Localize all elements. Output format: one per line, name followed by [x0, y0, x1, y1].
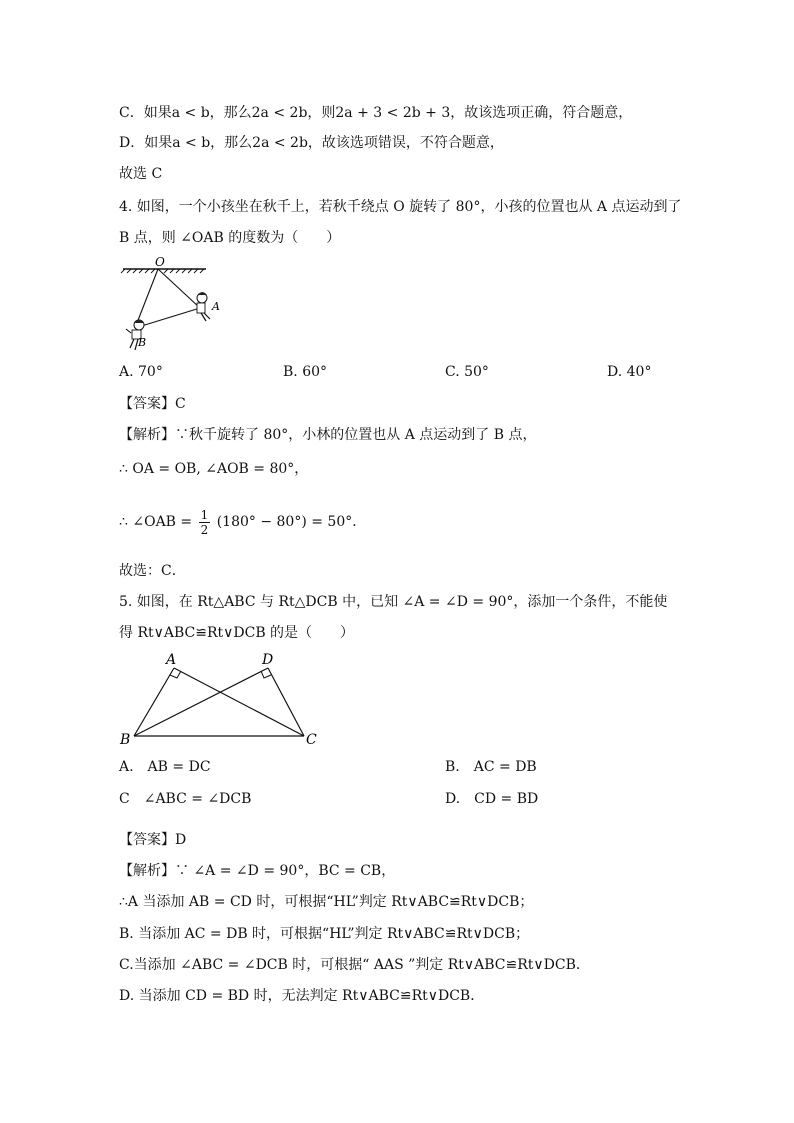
- q4-explanation-fraction-line: [119, 505, 366, 539]
- q4-option-a: A. 70°: [119, 364, 163, 380]
- q4-explanation-line-1: 【解析】∵秋千旋转了 80°，小林的位置也从 A 点运动到了 B 点，: [119, 427, 537, 443]
- point-label-a: A: [212, 300, 220, 313]
- text-line-option-c-explanation: C．如果a < b，那么2a < 2b，则2a + 3 < 2b + 3，故该选项正确，符合题意，: [119, 105, 633, 121]
- q5-option-d: D. CD = BD: [445, 791, 539, 807]
- question-4-line-2: B 点，则 ∠OAB 的度数为（ ）: [119, 230, 341, 246]
- question-5-line-1: 5. 如图，在 Rt△ABC 与 Rt△DCB 中，已知 ∠A = ∠D = 90°，添加一个条件，不能使: [119, 594, 668, 610]
- triangle-figure: [116, 650, 326, 750]
- point-label-b: B: [138, 336, 147, 349]
- q5-explanation-line-c: C.当添加 ∠ABC = ∠DCB 时，可根据“ AAS ”判定 Rt∨ABC≌Rt∨DCB．: [119, 957, 590, 973]
- text-line-choose-c: 故选 C: [119, 166, 163, 182]
- q5-option-b: B. AC = DB: [445, 759, 537, 775]
- q5-answer: 【答案】D: [119, 832, 187, 848]
- q4-option-d: D. 40°: [607, 364, 652, 380]
- q4-answer: 【答案】C: [119, 396, 186, 412]
- fraction-suffix: (180° − 80°) = 50°．: [216, 514, 367, 530]
- q4-explanation-line-2: ∴ OA = OB, ∠AOB = 80°，: [119, 461, 309, 477]
- q4-choose-c: 故选：C．: [119, 563, 186, 579]
- text-line-option-d-explanation: D．如果a < b，那么2a < 2b，故该选项错误，不符合题意，: [119, 135, 504, 151]
- question-5-line-2: 得 Rt∨ABC≌Rt∨DCB 的是（ ）: [119, 625, 355, 641]
- q5-option-c: C ∠ABC = ∠DCB: [119, 791, 252, 807]
- q5-explanation-line-d: D. 当添加 CD = BD 时，无法判定 Rt∨ABC≌Rt∨DCB．: [119, 988, 485, 1004]
- q4-option-b: B. 60°: [283, 364, 328, 380]
- fraction-one-half: [199, 508, 211, 537]
- fraction-numerator: 1: [200, 507, 209, 522]
- point-label-b: B: [120, 732, 131, 748]
- swing-figure: [118, 255, 218, 355]
- question-4-line-1: 4. 如图，一个小孩坐在秋千上，若秋千绕点 O 旋转了 80°，小孩的位置也从 A 点运动到了: [119, 199, 682, 215]
- child-at-a-icon: [197, 292, 210, 321]
- q4-option-c: C. 50°: [445, 364, 489, 380]
- fraction-prefix: ∴ ∠OAB =: [119, 514, 193, 530]
- q5-explanation-line-a: ∴A 当添加 AB = CD 时，可根据“HL”判定 Rt∨ABC≌Rt∨DCB；: [119, 894, 534, 910]
- point-label-o: O: [155, 255, 165, 269]
- point-label-d: D: [262, 652, 274, 668]
- q5-option-a: A. AB = DC: [119, 759, 211, 775]
- point-label-c: C: [306, 732, 317, 748]
- fraction-denominator: 2: [200, 522, 209, 537]
- q5-explanation-line-b: B. 当添加 AC = DB 时，可根据“HL”判定 Rt∨ABC≌Rt∨DCB；: [119, 926, 530, 942]
- point-label-a: A: [166, 652, 177, 668]
- q5-explanation-line-1: 【解析】∵ ∠A = ∠D = 90°，BC = CB，: [119, 863, 396, 879]
